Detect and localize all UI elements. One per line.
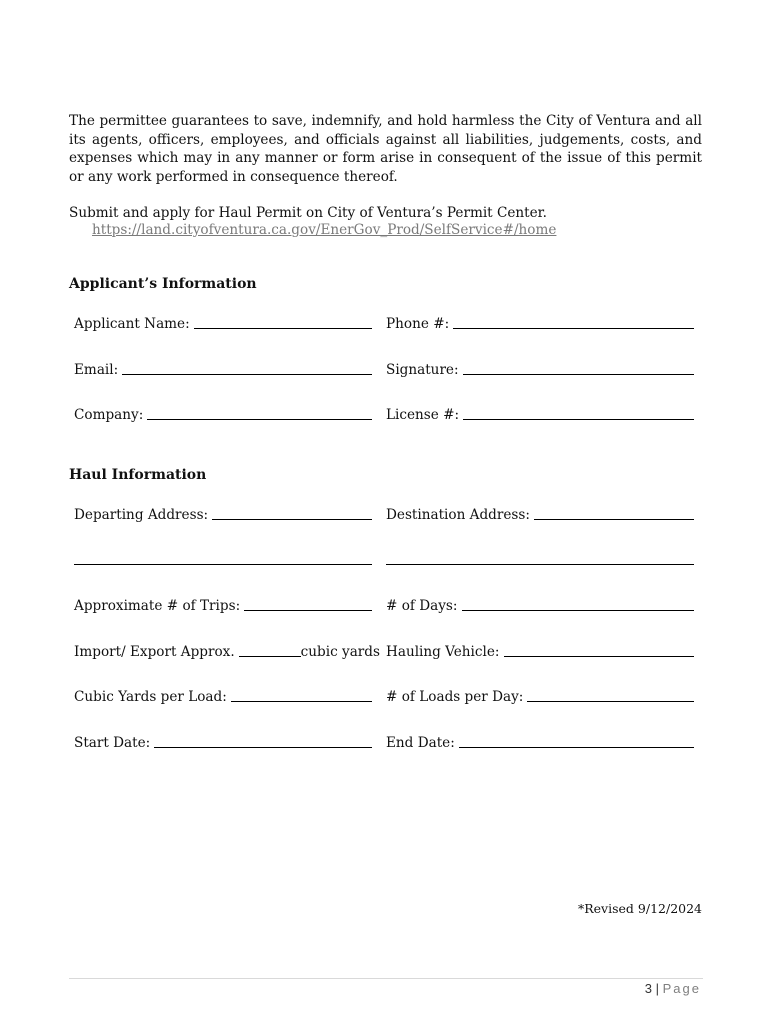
indemnity-paragraph: The permittee guarantees to save, indemnify, and hold harmless the City of Ventura and all its agents, officers, employees, and officials against all liabilities, judgements, costs, and expenses which may in any manner or form arise in consequent of the issue of this permit or any work performed in consequence thereof.	[69, 113, 702, 185]
destination-address-blank-2[interactable]	[386, 564, 694, 565]
trips-field[interactable]	[74, 594, 372, 614]
revision-date: *Revised 9/12/2024	[578, 901, 702, 916]
days-field[interactable]	[386, 594, 694, 614]
loads-per-day-label: # of Loads per Day:	[386, 689, 524, 705]
import-export-blank[interactable]	[239, 656, 301, 657]
departing-address-label: Departing Address:	[74, 507, 209, 523]
trips-blank[interactable]	[244, 610, 372, 611]
start-date-blank[interactable]	[154, 747, 372, 748]
license-field[interactable]	[386, 403, 694, 423]
cy-per-load-field[interactable]	[74, 685, 372, 705]
destination-address-blank[interactable]	[534, 519, 694, 520]
company-blank[interactable]	[147, 419, 372, 420]
signature-field[interactable]	[386, 358, 694, 378]
import-export-label: Import/ Export Approx.	[74, 644, 235, 660]
end-date-blank[interactable]	[459, 747, 694, 748]
page-word: Page	[662, 981, 701, 996]
phone-field[interactable]	[386, 312, 694, 332]
phone-label: Phone #:	[386, 316, 450, 332]
footer-separator: |	[655, 981, 659, 996]
company-field[interactable]	[74, 403, 372, 423]
permit-center-link[interactable]: https://land.cityofventura.ca.gov/EnerGov_Prod/SelfService#/home	[92, 222, 557, 238]
applicant-name-label: Applicant Name:	[74, 316, 190, 332]
signature-blank[interactable]	[463, 374, 694, 375]
end-date-label: End Date:	[386, 735, 455, 751]
departing-address-line2[interactable]	[74, 548, 372, 568]
page-number: 3	[644, 981, 652, 996]
destination-address-label: Destination Address:	[386, 507, 530, 523]
cy-per-load-blank[interactable]	[231, 701, 372, 702]
submit-instructions: Submit and apply for Haul Permit on City of Ventura’s Permit Center.	[69, 205, 547, 221]
start-date-label: Start Date:	[74, 735, 151, 751]
haul-info-heading: Haul Information	[69, 467, 207, 483]
page-footer	[645, 981, 701, 996]
permit-center-link-line	[92, 222, 556, 238]
license-label: License #:	[386, 407, 460, 423]
trips-label: Approximate # of Trips:	[74, 598, 241, 614]
start-date-field[interactable]	[74, 731, 372, 751]
loads-per-day-blank[interactable]	[527, 701, 694, 702]
departing-address-blank[interactable]	[212, 519, 372, 520]
hauling-vehicle-blank[interactable]	[504, 656, 695, 657]
email-field[interactable]	[74, 358, 372, 378]
hauling-vehicle-label: Hauling Vehicle:	[386, 644, 500, 660]
import-export-field[interactable]	[74, 640, 380, 660]
destination-address-field[interactable]	[386, 503, 694, 523]
signature-label: Signature:	[386, 362, 459, 378]
days-blank[interactable]	[462, 610, 695, 611]
applicant-name-field[interactable]	[74, 312, 372, 332]
footer-divider	[69, 978, 703, 979]
destination-address-line2[interactable]	[386, 548, 694, 568]
end-date-field[interactable]	[386, 731, 694, 751]
cy-per-load-label: Cubic Yards per Load:	[74, 689, 227, 705]
company-label: Company:	[74, 407, 144, 423]
departing-address-field[interactable]	[74, 503, 372, 523]
loads-per-day-field[interactable]	[386, 685, 694, 705]
phone-blank[interactable]	[453, 328, 694, 329]
cubic-yards-suffix: cubic yards	[300, 644, 380, 660]
license-blank[interactable]	[463, 419, 694, 420]
hauling-vehicle-field[interactable]	[386, 640, 694, 660]
departing-address-blank-2[interactable]	[74, 564, 372, 565]
days-label: # of Days:	[386, 598, 458, 614]
applicant-name-blank[interactable]	[194, 328, 372, 329]
applicant-info-heading: Applicant’s Information	[69, 276, 257, 292]
email-blank[interactable]	[122, 374, 372, 375]
email-label: Email:	[74, 362, 119, 378]
